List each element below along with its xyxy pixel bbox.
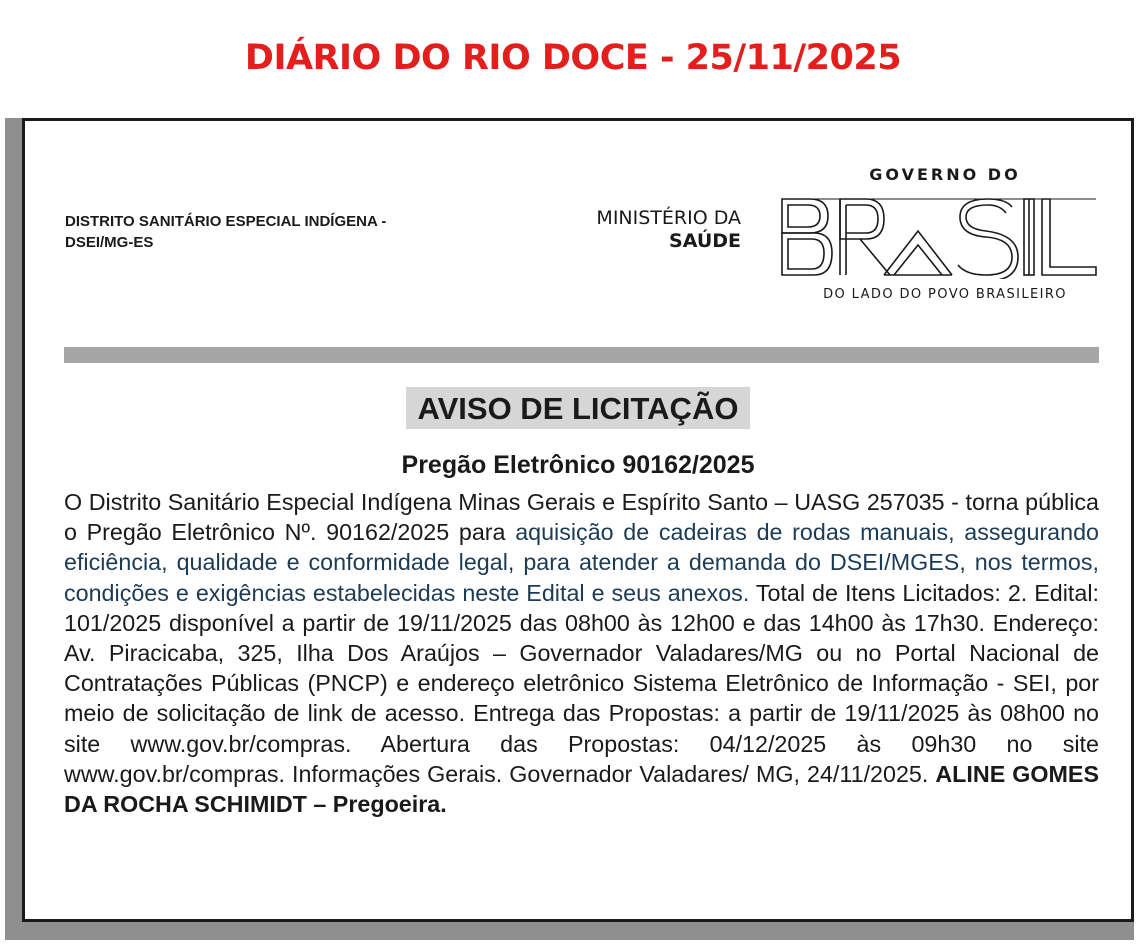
notice-body [64, 487, 1099, 819]
gov-logo-top-text: GOVERNO DO [869, 165, 1021, 184]
dsei-line-2: DSEI/MG-ES [65, 234, 154, 251]
dsei-line-1: DISTRITO SANITÁRIO ESPECIAL INDÍGENA - [65, 213, 387, 230]
notice-body-object: aquisição de cadeiras de rodas manuais, assegurando eficiência, qualidade e conformidade legal, para atender a demanda do DSEI/MGES, nos termos, condições e exigências estabelecidas neste Edital e seus anexos. [64, 519, 1100, 606]
gov-brasil-logo [780, 195, 1100, 279]
ministry-line-2: SAÚDE [669, 230, 741, 252]
notice-frame [22, 118, 1134, 922]
gov-logo-tagline: DO LADO DO POVO BRASILEIRO [823, 287, 1067, 302]
ministry-name [515, 207, 741, 253]
dsei-name [65, 211, 386, 253]
ministry-line-1: MINISTÉRIO DA [596, 207, 741, 229]
notice-title: AVISO DE LICITAÇÃO [406, 387, 751, 429]
notice-subtitle: Pregão Eletrônico 90162/2025 [401, 451, 755, 479]
header-divider [64, 347, 1099, 363]
notice-body-part-2: Total de Itens Licitados: 2. Edital: 101/2025 disponível a partir de 19/11/2025 das 08h00 às 12h00 e das 14h00 às 17h30. Endereço: Av. Piracicaba, 325, Ilha Dos Araújos – Governador Valadares/MG ou no Portal Nacional de Contratações Públicas (PNCP) e endereço eletrônico Sistema Eletrônico de Informação - SEI, por meio de solicitação de link de acesso. Entrega das Propostas: a partir de 19/11/2025 às 08h00 no site www.gov.br/compras. Abertura das Propostas: 04/12/2025 às 09h30 no site www.gov.br/compras. Informações Gerais. Governador Valadares/ MG, 24/11/2025. [64, 579, 1099, 787]
notice-body-part-1: O Distrito Sanitário Especial Indígena Minas Gerais e Espírito Santo – UASG 257035 - torna pública o Pregão Eletrônico Nº. 90162/2025 para [64, 489, 1099, 546]
notice-title-wrap [25, 387, 1131, 429]
newspaper-masthead: DIÁRIO DO RIO DOCE - 25/11/2025 [244, 38, 902, 78]
notice-signer: ALINE GOMES DA ROCHA SCHIMIDT – Pregoeira. [64, 760, 1099, 818]
